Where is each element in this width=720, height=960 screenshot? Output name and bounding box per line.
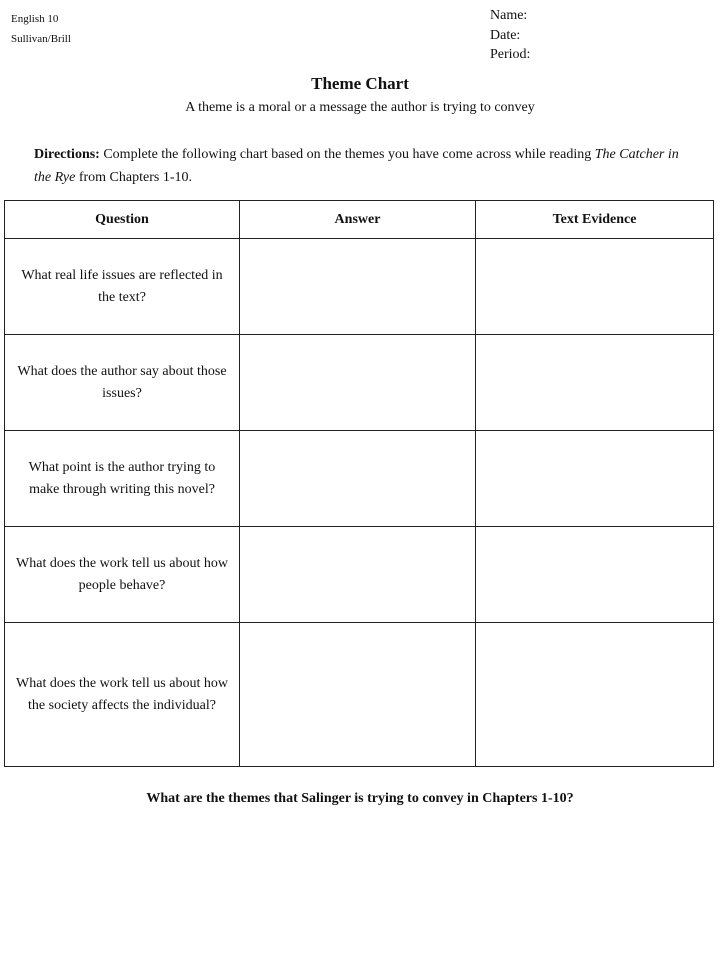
table-row: [5, 623, 714, 767]
table-row: [5, 431, 714, 527]
answer-cell[interactable]: [240, 335, 476, 431]
question-cell: What point is the author trying to make through writing this novel?: [5, 431, 240, 527]
table-row: [5, 527, 714, 623]
text-evidence-cell[interactable]: [476, 527, 714, 623]
page-subtitle: A theme is a moral or a message the author is trying to convey: [185, 100, 535, 115]
directions-label: Directions:: [34, 147, 100, 162]
book-title: The Catcher in the Rye: [34, 147, 679, 185]
answer-cell[interactable]: [240, 431, 476, 527]
column-header-question: Question: [5, 201, 240, 239]
student-info-block: [490, 6, 530, 65]
course-name: English 10: [11, 13, 59, 25]
answer-cell[interactable]: [240, 623, 476, 767]
question-cell: What real life issues are reflected in the text?: [5, 239, 240, 335]
column-header-answer: Answer: [240, 201, 476, 239]
text-evidence-cell[interactable]: [476, 431, 714, 527]
question-cell: What does the author say about those issues?: [5, 335, 240, 431]
text-evidence-cell[interactable]: [476, 335, 714, 431]
text-evidence-cell[interactable]: [476, 623, 714, 767]
period-label: Period:: [490, 47, 531, 62]
directions-text-end: from Chapters 1-10.: [75, 170, 192, 185]
teacher-names: Sullivan/Brill: [11, 33, 71, 45]
closing-question: What are the themes that Salinger is trying to convey in Chapters 1-10?: [146, 791, 574, 806]
directions-paragraph: [34, 143, 694, 189]
column-header-text-evidence: Text Evidence: [476, 201, 714, 239]
date-label: Date:: [490, 27, 521, 43]
table-row: [5, 335, 714, 431]
directions-text: Complete the following chart based on the themes you have come across while reading: [99, 147, 595, 162]
course-info: [11, 9, 71, 49]
answer-cell[interactable]: [240, 239, 476, 335]
question-cell: What does the work tell us about how people behave?: [5, 527, 240, 623]
question-cell: What does the work tell us about how the society affects the individual?: [5, 623, 240, 767]
text-evidence-cell[interactable]: [476, 239, 714, 335]
table-row: [5, 239, 714, 335]
theme-chart-table: [4, 200, 714, 767]
page-title: Theme Chart: [311, 74, 409, 93]
answer-cell[interactable]: [240, 527, 476, 623]
name-label: Name:: [490, 8, 528, 23]
table-header-row: [5, 201, 714, 239]
